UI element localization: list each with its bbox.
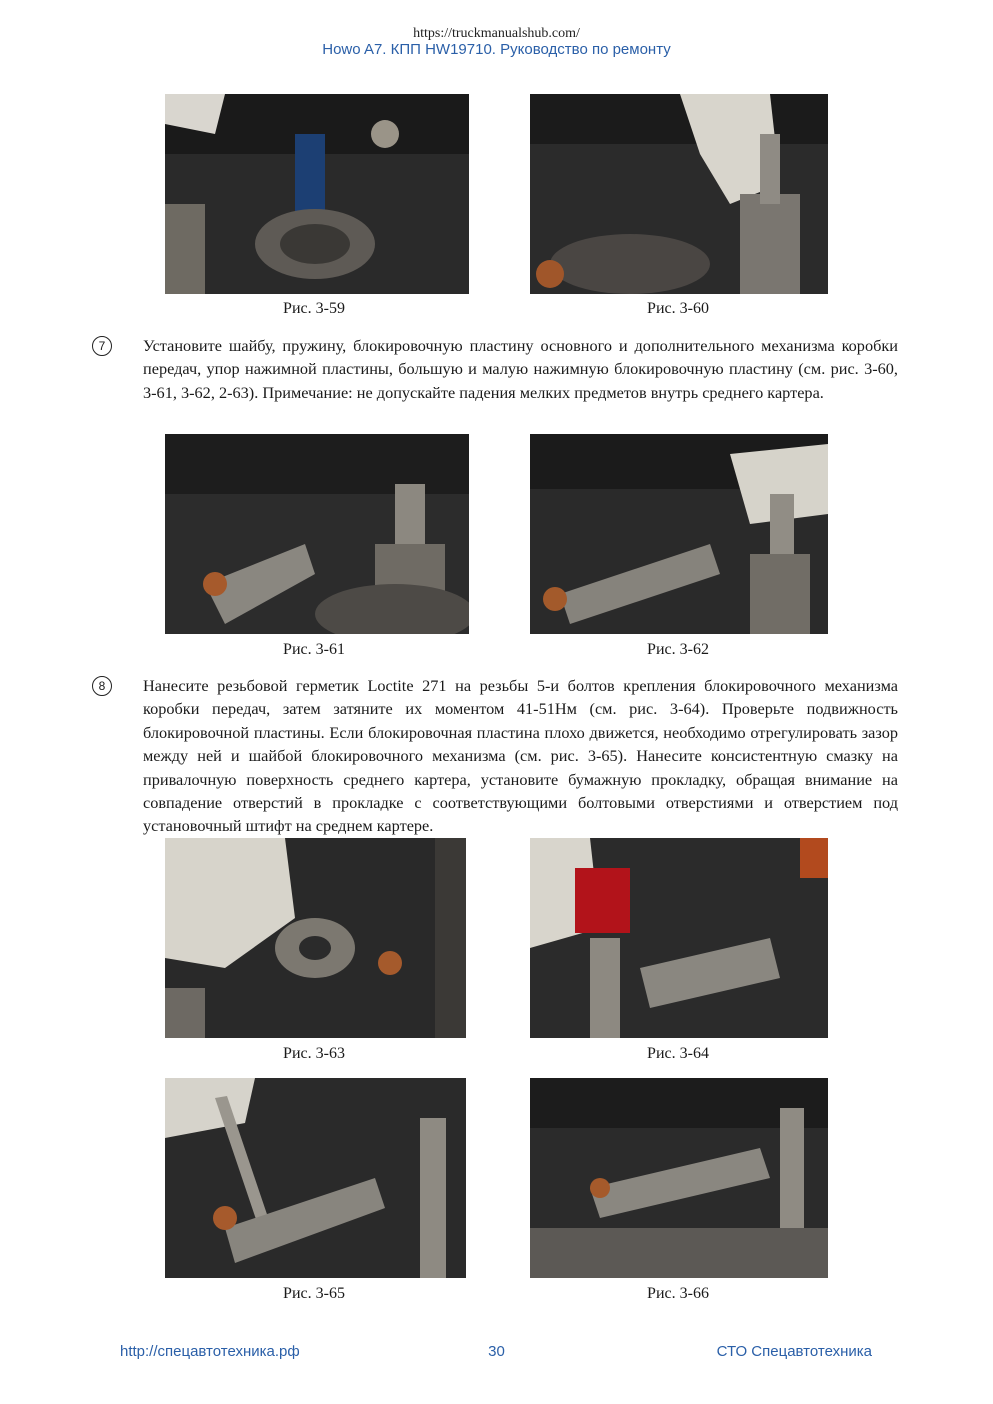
photo-3-59 (165, 94, 469, 294)
caption-3-60: Рис. 3-60 (647, 300, 709, 317)
caption-3-65: Рис. 3-65 (283, 1285, 345, 1302)
photo-3-61 (165, 434, 469, 634)
step-8 (92, 674, 898, 836)
photo-3-64 (530, 838, 828, 1038)
photo-3-63 (165, 838, 466, 1038)
step-number: 8 (92, 676, 112, 696)
header-url: https://truckmanualshub.com/ (413, 26, 580, 41)
caption-3-59: Рис. 3-59 (283, 300, 345, 317)
photo-3-65 (165, 1078, 466, 1278)
photo-3-60 (530, 94, 828, 294)
caption-3-66: Рис. 3-66 (647, 1285, 709, 1302)
photo-3-66 (530, 1078, 828, 1278)
page-number: 30 (488, 1343, 505, 1360)
caption-3-63: Рис. 3-63 (283, 1045, 345, 1062)
footer-company: СТО Спецавтотехника (716, 1343, 872, 1360)
step-text: Установите шайбу, пружину, блокировочную пластину основного и дополнительного механизма коробки передач, упор нажимной пластины, большую и малую нажимную блокировочную пластину (см. рис. 3-60, 3-61, 3-62, 2-63). Примечание: не допускайте падения мелких предметов внутрь среднего картера. (143, 336, 898, 402)
photo-3-62 (530, 434, 828, 634)
step-number: 7 (92, 336, 112, 356)
step-text: Нанесите резьбовой герметик Loctite 271 на резьбы 5-и болтов крепления блокировочного механизма коробки передач, затем затяните их моментом 41-51Нм (см. рис. 3-64). Проверьте подвижность блокировочной пластины. Если блокировочная пластина плохо движется, необходимо отрегулировать зазор между ней и шайбой блокировочного механизма (см. рис. 3-65). Нанесите консистентную смазку на привалочную поверхность среднего картера, установите бумажную прокладку, обращая внимание на совпадение отверстий в прокладке с соответствующими болтовыми отверстиями и отверстием под установочный штифт на среднем картере. (143, 676, 898, 836)
footer-link[interactable]: http://спецавтотехника.рф (120, 1343, 300, 1360)
step-7 (92, 334, 898, 428)
caption-3-61: Рис. 3-61 (283, 641, 345, 658)
header-title: Howo A7. КПП HW19710. Руководство по ремонту (322, 41, 671, 58)
caption-3-62: Рис. 3-62 (647, 641, 709, 658)
caption-3-64: Рис. 3-64 (647, 1045, 709, 1062)
